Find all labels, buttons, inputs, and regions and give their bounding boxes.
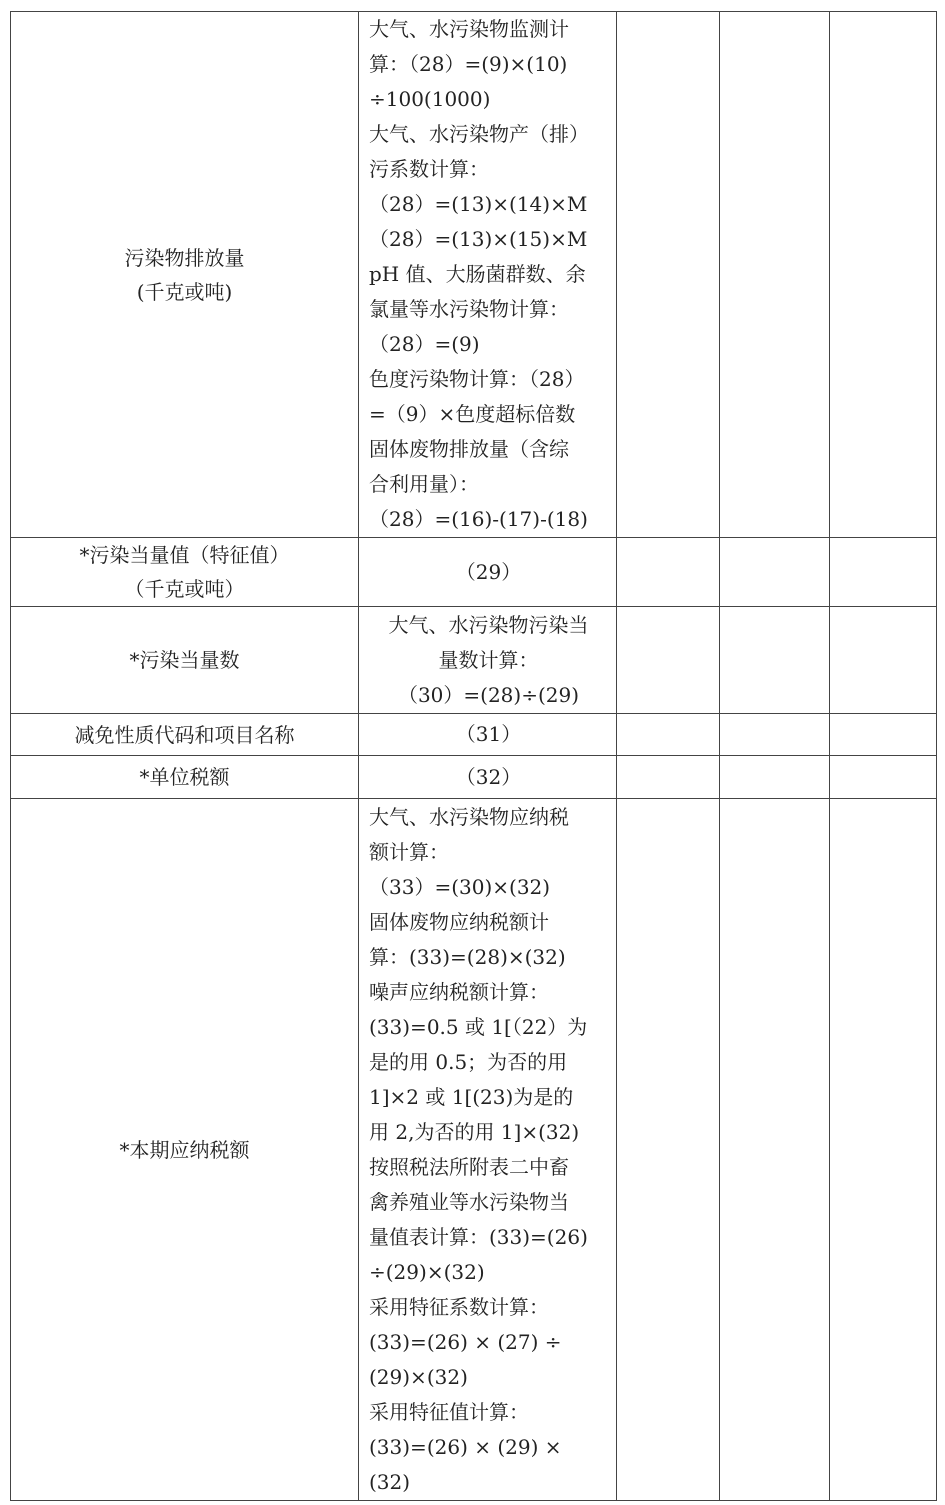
unit-tax-row [11,756,937,799]
formula-line: （28）=(9) [369,332,480,356]
value-cell[interactable] [720,538,830,607]
formula-line: （33）=(30)×(32) [369,874,551,899]
formula-cell [359,756,617,799]
formula-line: 按照税法所附表二中畜 [369,1154,569,1179]
formula-line: (33)=0.5 或 1[（22）为 [369,1014,588,1039]
formula-line: 大气、水污染物应纳税 [369,804,569,829]
row-label-line: *单位税额 [139,765,230,789]
formula-line: 额计算： [369,839,449,864]
row-label [11,714,359,756]
formula-line: （28）=(16)-(17)-(18) [369,507,588,531]
formula-line: 氯量等水污染物计算： [369,297,569,321]
row-label-line: *本期应纳税额 [119,1137,250,1162]
value-cell[interactable] [830,756,937,799]
value-cell[interactable] [617,12,720,538]
formula-line: 合利用量）： [369,472,479,496]
formula-line: (33)=(26) × (27) ÷ [369,1329,562,1354]
exemption-code-row [11,714,937,756]
formula-cell [359,607,617,714]
formula-line: （30）=(28)÷(29) [397,682,580,707]
row-label [11,538,359,607]
value-cell[interactable] [617,607,720,714]
formula-line: 大气、水污染物产（排） [369,122,589,146]
formula-cell [359,799,617,1501]
row-label [11,12,359,538]
formula-cell [359,714,617,756]
value-cell[interactable] [720,714,830,756]
equivalent-count-row [11,607,937,714]
formula-line: 禽养殖业等水污染物当 [369,1189,569,1214]
value-cell[interactable] [830,12,937,538]
formula-line: 用 2,为否的用 1]×(32) [369,1119,580,1144]
row-label-line: (千克或吨) [136,279,233,304]
value-cell[interactable] [720,756,830,799]
formula-line: （28）=(13)×(14)×M [369,192,588,216]
pollutant-emission-row [11,12,937,538]
value-cell[interactable] [720,799,830,1501]
value-cell[interactable] [830,607,937,714]
formula-line: 固体废物排放量（含综 [369,437,569,461]
value-cell[interactable] [720,12,830,538]
formula-line: 噪声应纳税额计算： [369,979,549,1004]
formula-line: 大气、水污染物监测计 [369,17,569,41]
formula-cell [359,538,617,607]
row-label-line: （千克或吨） [124,577,245,601]
row-label [11,607,359,714]
formula-line: （31） [455,722,522,746]
formula-line: (29)×(32) [369,1364,468,1389]
tax-payable-row [11,799,937,1501]
formula-line: 采用特征值计算： [369,1399,529,1424]
formula-line: 算：(33)=(28)×(32) [369,944,566,969]
value-cell[interactable] [617,714,720,756]
formula-line: ÷(29)×(32) [369,1259,485,1284]
formula-line: 是的用 0.5；为否的用 [369,1049,568,1074]
formula-line: 固体废物应纳税额计 [369,909,549,934]
formula-line: ÷100(1000) [369,87,491,111]
formula-line: （32） [455,764,522,789]
formula-line: (32) [369,1469,411,1494]
value-cell[interactable] [830,714,937,756]
row-label [11,799,359,1501]
formula-line: 污系数计算： [369,157,489,181]
value-cell[interactable] [830,538,937,607]
formula-line: (33)=(26) × (29) × [369,1434,562,1459]
row-label-line: *污染当量值（特征值） [79,543,290,567]
formula-line: 量值表计算：(33)=(26) [369,1224,588,1249]
equivalent-value-row [11,538,937,607]
formula-line: =（9）×色度超标倍数 [369,402,576,426]
formula-line: 大气、水污染物污染当 [388,612,589,637]
row-label [11,756,359,799]
formula-line: 色度污染物计算：（28） [369,367,585,391]
formula-cell [359,12,617,538]
value-cell[interactable] [720,607,830,714]
formula-line: 量数计算： [438,647,539,672]
formula-line: （28）=(13)×(15)×M [369,227,588,251]
value-cell[interactable] [830,799,937,1501]
row-label-line: *污染当量数 [129,648,240,672]
row-label-line: 减免性质代码和项目名称 [74,722,295,747]
value-cell[interactable] [617,799,720,1501]
formula-line: 算：（28）=(9)×(10) [369,52,568,76]
tax-calculation-table [10,11,937,1501]
formula-line: （29） [455,559,522,584]
row-label-line: 污染物排放量 [124,245,245,270]
formula-line: pH 值、大肠菌群数、余 [369,262,586,286]
value-cell[interactable] [617,538,720,607]
formula-line: 采用特征系数计算： [369,1294,549,1319]
formula-line: 1]×2 或 1[(23)为是的 [369,1084,574,1109]
value-cell[interactable] [617,756,720,799]
